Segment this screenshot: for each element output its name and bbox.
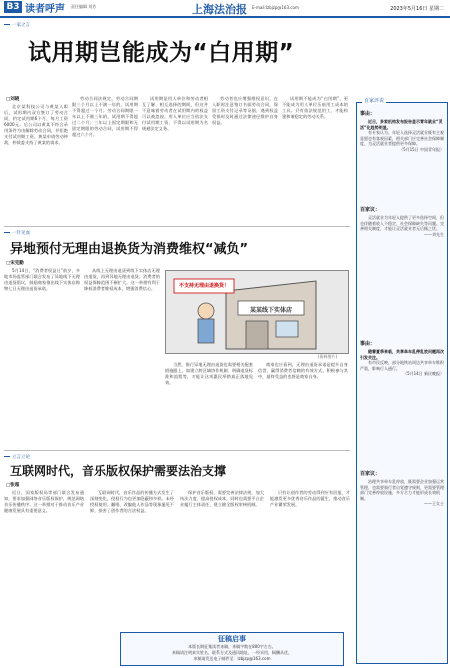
article1-column-4 <box>212 96 278 222</box>
article2-column-4 <box>258 362 348 446</box>
sidebar-block-sign: ——王女士 <box>424 501 444 507</box>
sidebar-block-sign: （5月14日 新民晚报） <box>403 371 444 377</box>
sidebar-block-2 <box>360 206 444 292</box>
article2-author: □宋克勤 <box>6 261 24 266</box>
cartoon-illustration <box>165 270 349 354</box>
notice-email: 来稿请发送电子邮件至：lzbjzp@163.com <box>193 656 271 661</box>
call-for-submissions <box>120 632 344 666</box>
article3-paragraph: 只有让创作者的劳动得到应有回报，才能激发更多优秀音乐作品的诞生，推动音乐产业繁荣发展。 <box>270 490 350 507</box>
article2-tag: 一针见血 <box>4 230 30 236</box>
page-number: B3 <box>4 1 22 13</box>
editor-credit: 责任编辑 刘芳 <box>71 4 97 9</box>
notice-title: 征稿启事 <box>218 635 246 643</box>
article3-column-1 <box>4 490 84 662</box>
article1-author: □刘晓 <box>6 97 20 102</box>
article3-paragraph: 保护音乐版权，需要完善法律法规，加大执法力度，提高侵权成本，同时也需要平台企业履行主体责任，建立健全版权审核机制。 <box>180 490 264 507</box>
section-divider <box>4 226 350 227</box>
issue-date: 2023年5月16日 星期二 <box>390 6 444 12</box>
article1-column-5 <box>282 96 348 222</box>
sidebar-block-3 <box>360 340 444 450</box>
article1-paragraph: 试用期不能成为“白用期”，更不能成为用人单位压低用工成本的工具。只有依法规范用工，才能构建和谐稳定的劳动关系。 <box>282 96 348 119</box>
sidebar-block-head: 事由： <box>360 341 376 347</box>
article1-column-2 <box>72 96 138 222</box>
article1-headline: 试用期岂能成为“白用期” <box>28 40 295 66</box>
article3-column-2 <box>90 490 174 630</box>
article3-author: □张超 <box>6 483 20 488</box>
sidebar-title: 百家评说 <box>364 98 385 104</box>
sidebar-block-bold: 随着夏季来临，共享单车乱停乱放问题再次引发关注。 <box>360 349 444 360</box>
site-address: E-mail:lzbjzp@163.com <box>252 5 299 10</box>
article2-column-2 <box>84 268 160 446</box>
article3-paragraph: 近日，国家版权局等部门联合发布通知，要求加强网络音乐版权保护，规范网络音乐传播秩序。这一举措对于推动音乐产业健康发展具有重要意义。 <box>4 490 84 513</box>
article2-paragraph: 从线上无理由退货到线下实体店无理由退货，再到异地无理由退货，消费者的权益保障范围不断扩大。这一举措有利于降低消费者维权成本，增强消费信心。 <box>84 268 160 291</box>
article2-headline: 异地预付无理由退换货为消费维权“减负” <box>10 242 249 257</box>
article3-paragraph: 互联网时代，音乐作品的传播方式发生了深刻变化，侵权行为也更加隐蔽和多样。未经授权使用、翻唱、改编他人作品等现象屡见不鲜，损害了创作者的合法权益。 <box>90 490 174 513</box>
article2-column-1 <box>4 268 80 446</box>
article1-tag: 一家之言 <box>4 22 30 28</box>
sidebar-block-bold: 近日，多家机构发布报告显示青年就业“灵活”化趋势明显。 <box>360 119 443 130</box>
notice-line: 本版长期征集读者来稿，来稿字数在800字左右。 <box>188 644 276 649</box>
sidebar-block-text: 灵活就业为年轻人提供了更多选择空间，但也伴随着收入不稳定、社会保障缺失等问题。完善相关制度，才能让灵活就业者无后顾之忧。 <box>360 215 444 232</box>
masthead: 上海法治报 <box>192 3 247 16</box>
sidebar-block-sign: （5月15日 中国青年报） <box>399 146 444 152</box>
sidebar-block-text: 治理共享单车乱停放，既需要企业加强运营管理，也需要骑行者自觉遵守规则，更需要管理部门完善停放设施，多方合力才能形成长效机制。 <box>360 479 444 501</box>
article3-column-3 <box>180 490 264 630</box>
sidebar-block-4 <box>360 470 444 650</box>
sidebar-block-head: 百家议： <box>360 207 381 213</box>
sidebar-block-head: 百家议： <box>360 471 381 477</box>
article2-paragraph: 当然，推行异地无理由退货也需要相关配套措施跟上，如建立跨区域协作机制、明确退货标准和流程等，才能让这项惠民举措真正落地见效。 <box>165 362 253 385</box>
article1-column-3 <box>142 96 208 222</box>
article1-paragraph: 北京某科技公司与黄某入职后，试用期内双方签订了劳动合同，约定试用期6个月，每月工资6000元。后公司以黄某不符合录用条件为由解除劳动合同，并拒绝支付试用期工资。黄某申请劳动仲裁，仲裁委支持了黄某的请求。 <box>4 104 68 145</box>
article2-paragraph: 5月14日，“消费者权益日”前夕，多地市场监管部门联合发布了异地线下无理由退货倡议，鼓励商家推出线下实体店购物七日无理由退货承诺。 <box>4 268 80 291</box>
sidebar-block-text: 有市民反映，部分地铁站周边共享单车堆积严重，影响行人通行。 <box>360 360 444 371</box>
shop-sign-text: 某某线下实体店 <box>249 307 292 314</box>
article2-column-3 <box>165 362 253 446</box>
illustration-caption: (资料图片) <box>318 354 338 359</box>
article1-paragraph: 劳动者也应增强维权意识，在入职时注意签订书面劳动合同，保留工资支付记录等证据，遇到权益受损时及时通过法律途径维护自身权益。 <box>212 96 278 125</box>
section-title: 读者呼声 <box>25 3 65 15</box>
illustration-sign-text: 不支持无理由退换货！ <box>178 283 229 289</box>
article1-paragraph: 劳动合同法规定，劳动合同期限三个月以上不满一年的，试用期不得超过一个月；劳动合同期限一年以上不满三年的，试用期不得超过二个月；三年以上固定期限和无固定期限的劳动合同，试用期不得超过六个月。 <box>72 96 138 137</box>
article1-paragraph: 试用期是用人单位和劳动者相互了解、相互选择的期间，但这并不意味着劳动者在试用期内的权益可以被忽视。用人单位应当依法支付试用期工资，不得以试用期为名规避法定义务。 <box>142 96 208 131</box>
section-divider <box>4 450 350 451</box>
article2-paragraph: 商家也应看到，无理由退货承诺是提升自身信誉、赢得消费者信赖的有效方式，积极参与其中，最终受益的也将是商家自身。 <box>258 362 348 379</box>
sidebar-block-1 <box>360 110 444 196</box>
article3-tag: 立言立论 <box>4 454 30 460</box>
sidebar-block-head: 事由： <box>360 111 376 117</box>
sidebar-block-text: 有专家认为，年轻人选择灵活就业既有主观意愿也有客观因素，相关部门应完善社会保障制度，为灵活就业者提供更多保障。 <box>360 130 444 147</box>
article3-headline: 互联网时代，音乐版权保护需要法治支撑 <box>10 464 227 478</box>
notice-line: 来稿请注明真实姓名、联系方式及通讯地址，一经采用，稿酬从优。 <box>172 650 292 655</box>
article1-column-1 <box>4 104 68 222</box>
sidebar-block-sign: ——刘先生 <box>424 231 444 237</box>
article3-column-4 <box>270 490 350 630</box>
header-rule <box>0 16 450 18</box>
